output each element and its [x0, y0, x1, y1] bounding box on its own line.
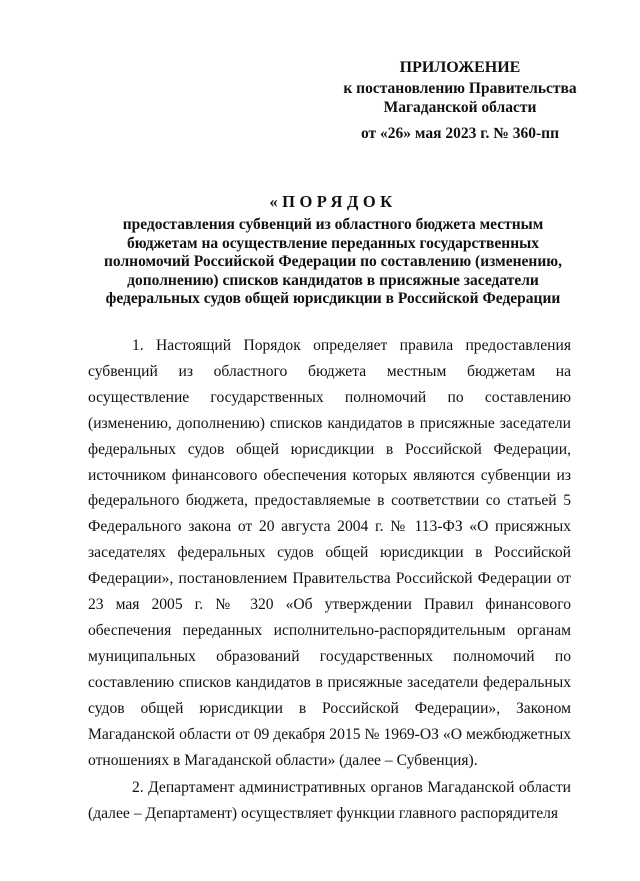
- document-heading: «ПОРЯДОК: [269, 192, 397, 211]
- paragraph-2: 2. Департамент административных органов Магаданской области (далее – Департамент) осуществляет функции главного распорядителя: [88, 779, 571, 823]
- document-title-text: предоставления субвенций из областного бюджета местным бюджетам на осуществление переданных государственных полномочий Российской Федерации по составлению (изменению, дополнению) списков кандидатов в присяжные заседатели федеральных судов общей юрисдикции в Российской Федерации: [104, 216, 562, 308]
- document-title-block: [96, 193, 570, 308]
- appendix-date-line: от «26» мая 2023 г. № 360-пп: [360, 125, 559, 142]
- document-body: [88, 333, 571, 827]
- appendix-heading: ПРИЛОЖЕНИЕ: [399, 59, 521, 76]
- paragraph-1: 1. Настоящий Порядок определяет правила предоставления субвенций из областного бюджета местным бюджетам на осуществление государственных полномочий по составлению (изменению, дополнению) списков кандидатов в присяжные заседатели федеральных судов общей юрисдикции в Российской Федерации, источником финансового обеспечения которых являются субвенции из федерального бюджета, предоставляемые в соответствии со статьей 5 Федерального закона от 20 августа 2004 г. № 113-ФЗ «О присяжных заседателях федеральных судов общей юрисдикции в Российской Федерации», постановлением Правительства Российской Федерации от 23 мая 2005 г. № 320 «Об утверждении Правил финансового обеспечения переданных исполнительно-распорядительным органам муниципальных образований государственных полномочий по составлению списков кандидатов в присяжные заседатели федеральных судов общей юрисдикции в Российской Федерации», Законом Магаданской области от 09 декабря 2015 № 1969-ОЗ «О межбюджетных отношениях в Магаданской области» (далее – Субвенция).: [88, 337, 571, 769]
- appendix-block: [330, 58, 590, 143]
- appendix-line-1: к постановлению Правительства: [343, 80, 577, 97]
- appendix-line-2: Магаданской области: [383, 99, 537, 116]
